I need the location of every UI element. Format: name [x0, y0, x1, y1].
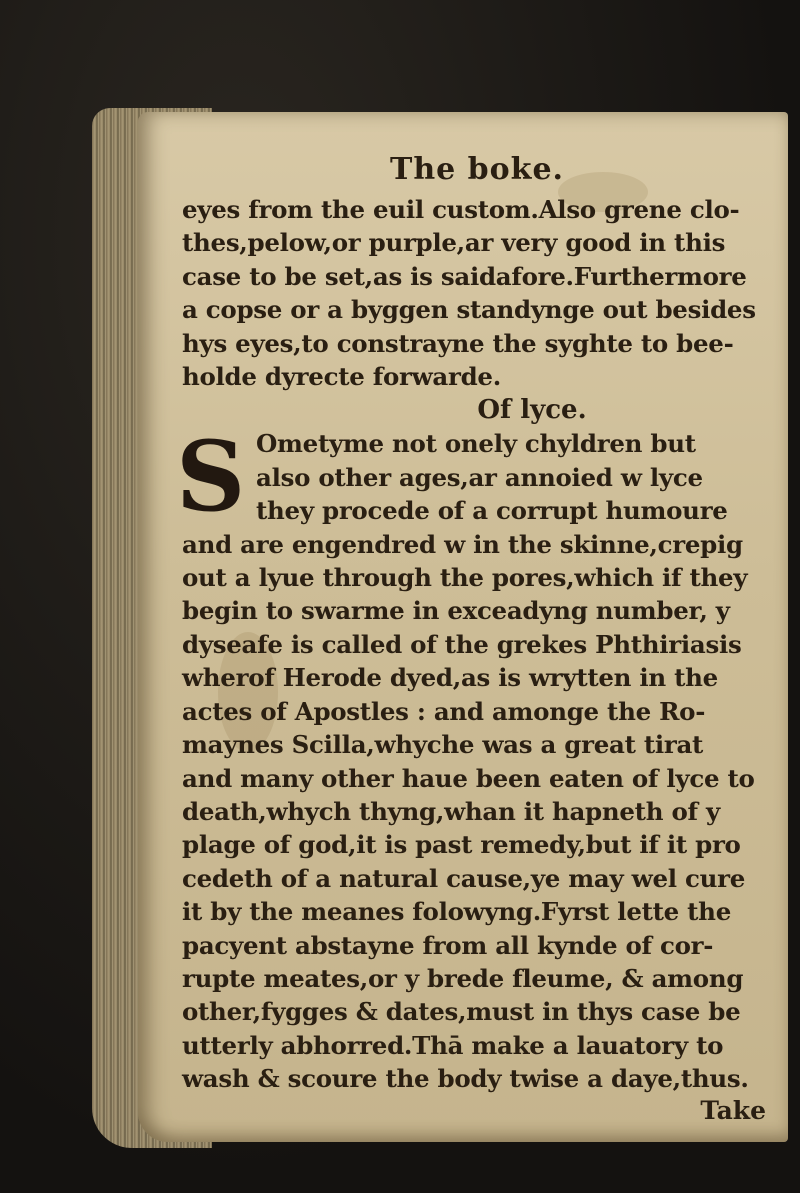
text-line: cedeth of a natural cause,ye may wel cure	[182, 863, 746, 893]
text-line: also other ages,ar annoied w lyce	[256, 462, 703, 492]
text-line: other,fygges & dates,must in thys case be	[182, 997, 741, 1027]
text-line: utterly abhorred.Thā make a lauatory to	[182, 1030, 724, 1060]
text-line: maynes Scilla,whyche was a great tirat	[182, 730, 704, 760]
text-line: and are engendred w in the skinne,crepig	[182, 529, 743, 559]
text-line: rupte meates,or y brede fleume, & among	[182, 963, 744, 993]
text-line: wash & scoure the body twise a daye,thus.	[182, 1064, 749, 1094]
text-line: a copse or a byggen standynge out besides	[182, 295, 756, 325]
text-line: it by the meanes folowyng.Fyrst lette the	[182, 897, 731, 927]
catchword: Take	[700, 1095, 766, 1125]
text-line: wherof Herode dyed,as is wrytten in the	[182, 663, 718, 693]
text-line: out a lyue through the pores,which if they	[182, 563, 748, 593]
text-line: and many other haue been eaten of lyce to	[182, 763, 755, 793]
text-line: holde dyrecte forwarde.	[182, 362, 501, 392]
page-text-block	[176, 152, 772, 1126]
text-line: Ometyme not onely chyldren but	[256, 429, 696, 459]
text-line: dyseafe is called of the grekes Phthiriasis	[182, 629, 742, 659]
text-line: pacyent abstayne from all kynde of cor-	[182, 930, 714, 960]
text-line: they procede of a corrupt humoure	[256, 496, 728, 526]
running-header: The boke.	[390, 152, 564, 187]
text-line: plage of god,it is past remedy,but if it pro	[182, 830, 741, 860]
text-line: death,whych thyng,whan it hapneth of y	[182, 796, 720, 826]
book-page	[138, 112, 788, 1142]
section-heading: Of lyce.	[477, 395, 587, 426]
text-line: actes of Apostles : and amonge the Ro-	[182, 696, 706, 726]
text-line: thes,pelow,or purple,ar very good in this	[182, 228, 726, 258]
text-line: hys eyes,to constrayne the syghte to bee-	[182, 328, 734, 358]
drop-cap-initial: S	[176, 420, 246, 534]
text-line: case to be set,as is saidafore.Furthermore	[182, 261, 747, 291]
text-line: eyes from the euil custom.Also grene clo-	[182, 195, 740, 224]
text-line: begin to swarme in exceadyng number, y	[182, 596, 730, 626]
dropcap-paragraph	[176, 420, 772, 534]
